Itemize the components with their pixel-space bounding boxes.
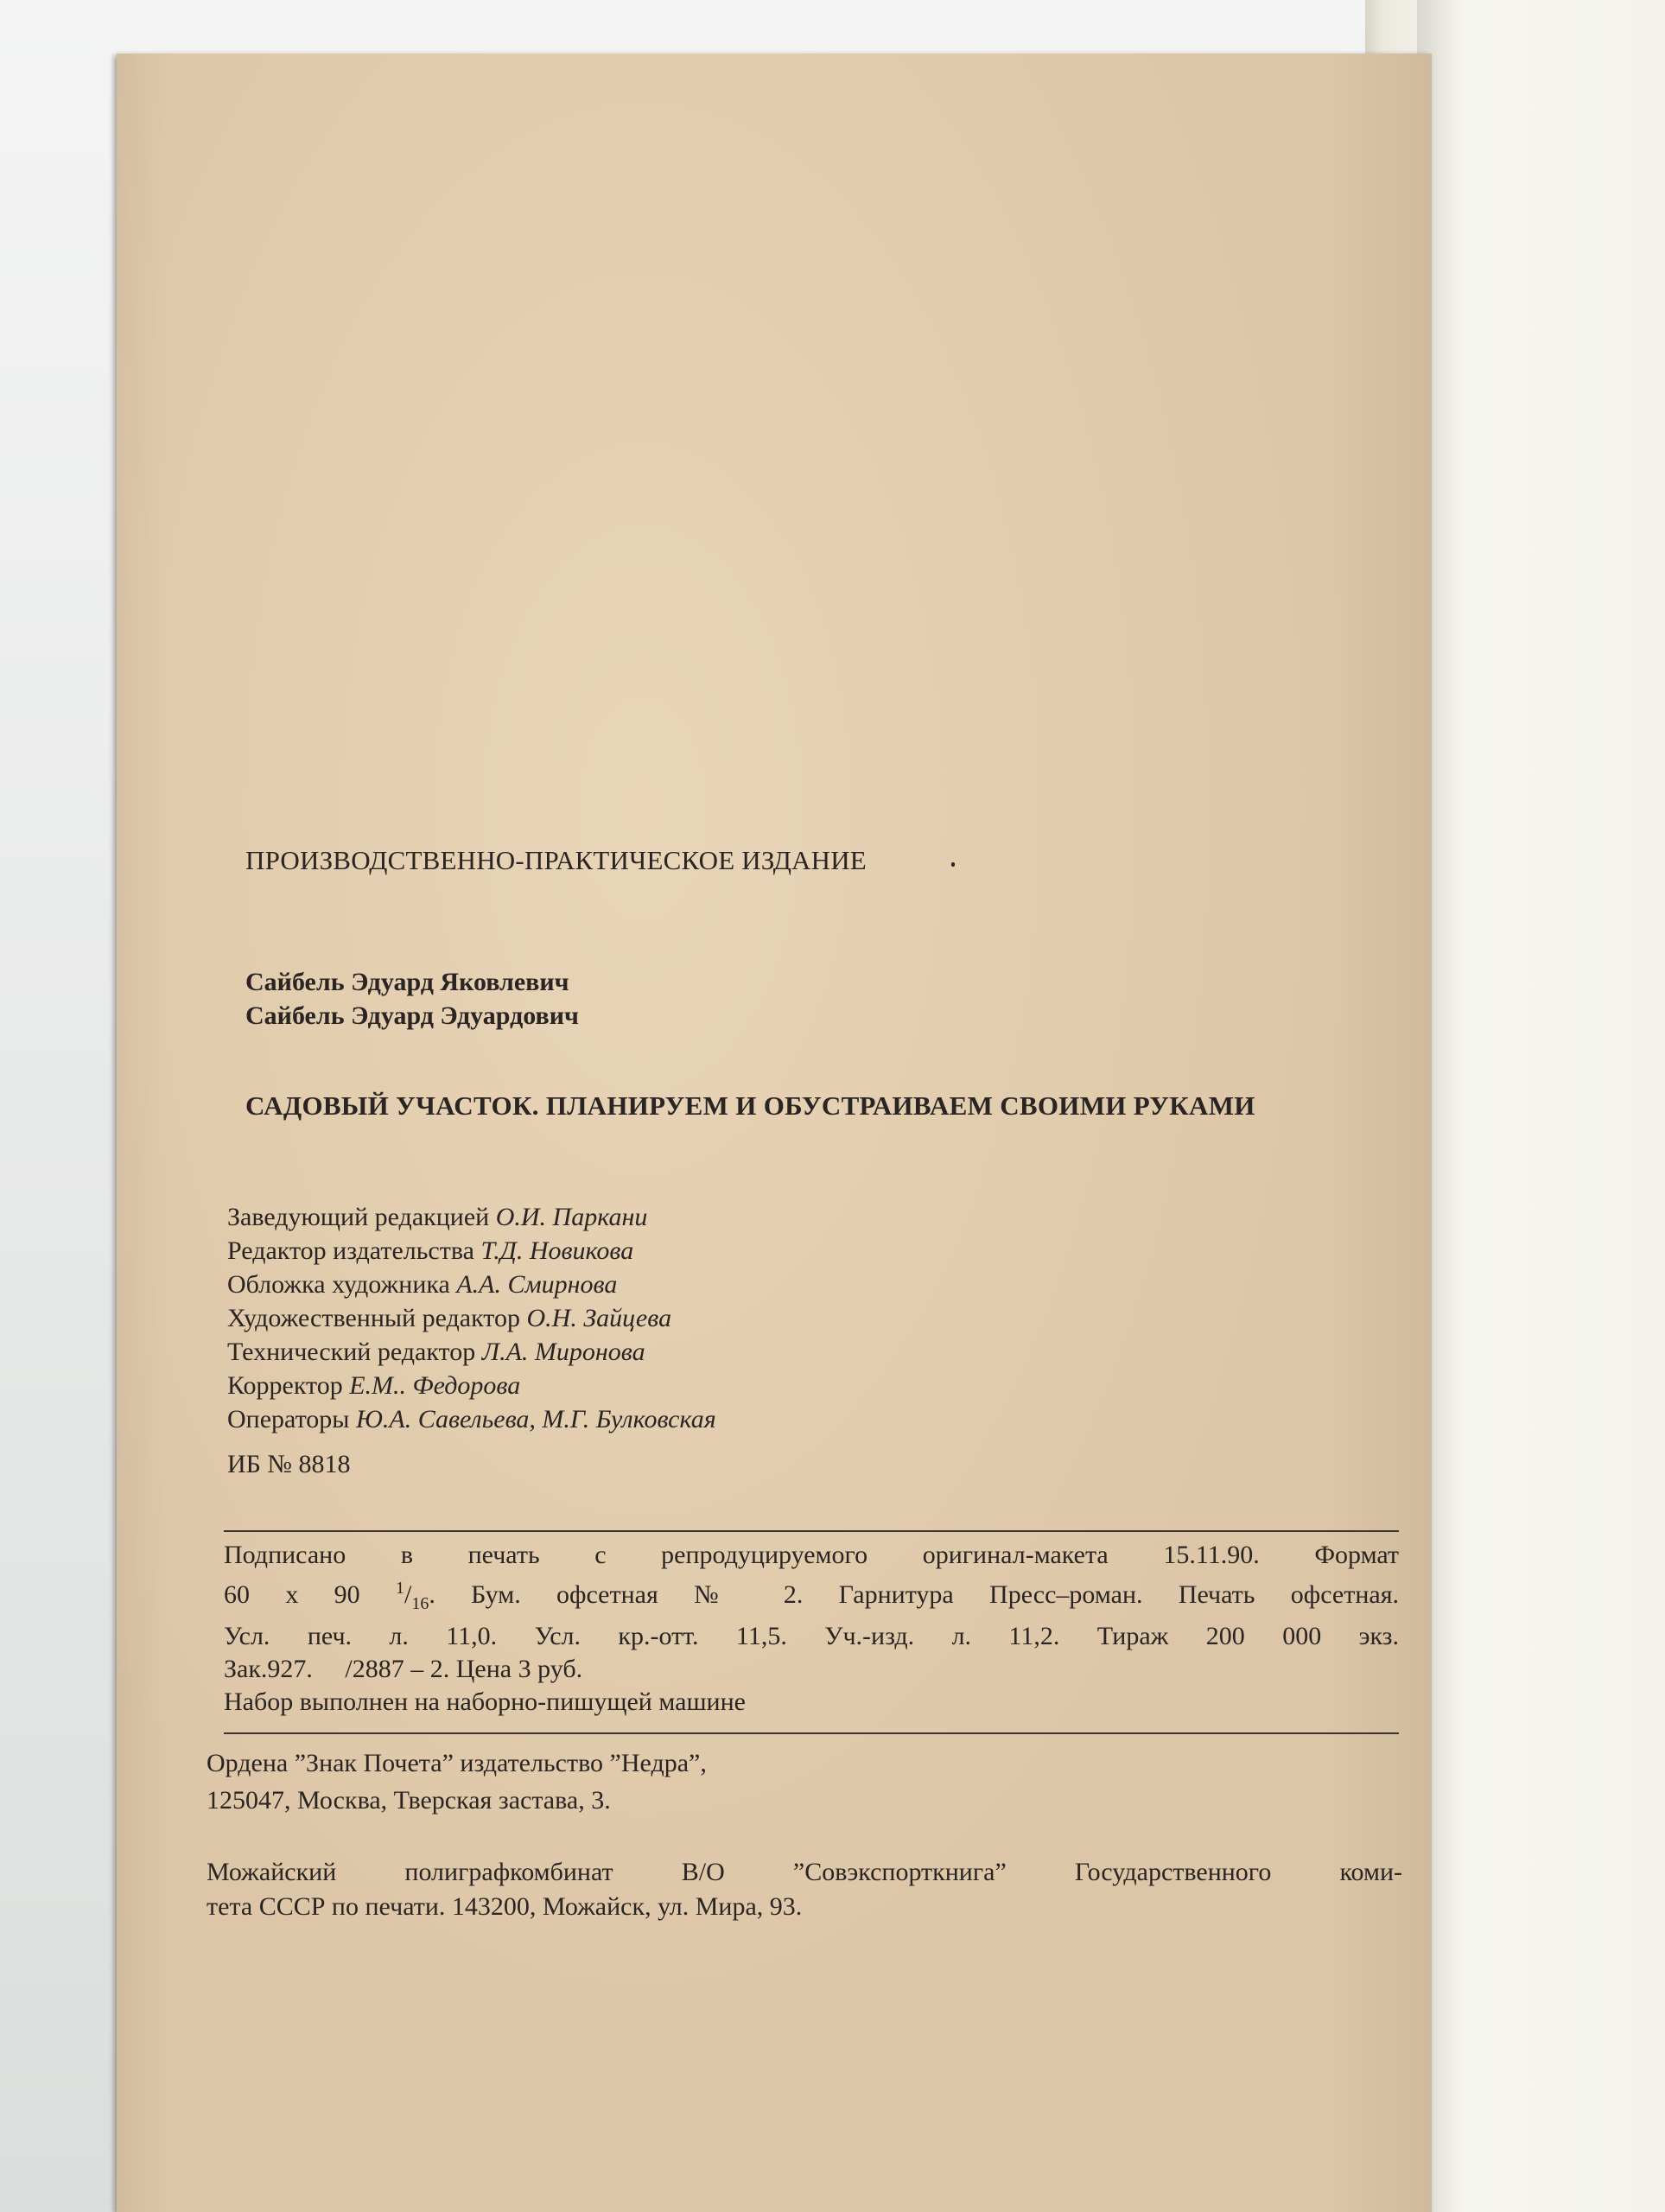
credit-line [227,1301,716,1335]
author-2: Сайбель Эдуард Эдуардович [245,1001,579,1030]
format-slash: / [404,1580,412,1609]
imprint-line-4: Зак.927. /2887 – 2. Цена 3 руб. [224,1655,583,1683]
credit-role: Обложка художника [227,1270,450,1299]
divider-top [224,1530,1399,1532]
ib-number: ИБ № 8818 [227,1450,351,1478]
credit-name: О.И. Паркани [495,1203,648,1231]
credit-line [227,1369,716,1402]
format-denominator: 16 [411,1594,429,1613]
credit-role: Заведующий редакцией [227,1203,490,1231]
format-numerator: 1 [395,1579,404,1598]
credit-name: А.А. Смирнова [456,1270,618,1299]
credit-role: Корректор [227,1371,343,1400]
imprint-line-1: Подписано в печать с репродуцируемого оригинал-макета 15.11.90. Формат [224,1541,1399,1569]
printer-block [207,1855,1402,1924]
printer-line-2: тета СССР по печати. 143200, Можайск, ул. Мира, 93. [207,1892,803,1921]
divider-bottom [224,1732,1399,1734]
credit-name: Ю.А. Савельева, М.Г. Булковская [355,1405,716,1433]
imprint-line-2 [224,1572,1399,1620]
credit-role: Технический редактор [227,1338,476,1366]
format-prefix: 60 х 90 [224,1580,396,1609]
credit-name: Т.Д. Новикова [480,1236,634,1265]
credit-role: Редактор издательства [227,1236,474,1265]
imprint-block [224,1539,1399,1719]
book-page [117,54,1432,2212]
imprint-line-2-rest: . Бум. офсетная № 2. Гарнитура Пресс–роман. Печать офсетная. [429,1580,1400,1609]
credit-role: Художественный редактор [227,1304,520,1332]
publisher-block [207,1745,707,1819]
credit-role: Операторы [227,1405,350,1433]
imprint-line-3: Усл. печ. л. 11,0. Усл. кр.-отт. 11,5. Уч.-изд. л. 11,2. Тираж 200 000 экз. [224,1622,1399,1650]
credit-name: Л.А. Миронова [481,1338,645,1366]
credit-line [227,1234,716,1268]
credit-line [227,1402,716,1436]
author-1: Сайбель Эдуард Яковлевич [245,968,569,996]
credit-name: О.Н. Зайцева [526,1304,672,1332]
credit-line [227,1335,716,1369]
edition-type: ПРОИЗВОДСТВЕННО-ПРАКТИЧЕСКОЕ ИЗДАНИЕ [245,845,867,875]
credit-line [227,1200,716,1234]
credits-block [227,1200,716,1436]
print-speck [951,862,955,867]
printer-line-1: Можайский полиграфкомбинат В/О ”Совэкспорткнига” Государственного коми- [207,1858,1402,1886]
imprint-line-5: Набор выполнен на наборно-пишущей машине [224,1688,746,1716]
authors-block [245,965,579,1033]
publisher-line-2: 125047, Москва, Тверская застава, 3. [207,1786,611,1815]
credit-name: Е.М.. Федорова [349,1371,521,1400]
credit-line [227,1268,716,1301]
book-title: САДОВЫЙ УЧАСТОК. ПЛАНИРУЕМ И ОБУСТРАИВАЕМ СВОИМИ РУКАМИ [245,1090,1255,1121]
publisher-line-1: Ордена ”Знак Почета” издательство ”Недра”, [207,1749,707,1777]
